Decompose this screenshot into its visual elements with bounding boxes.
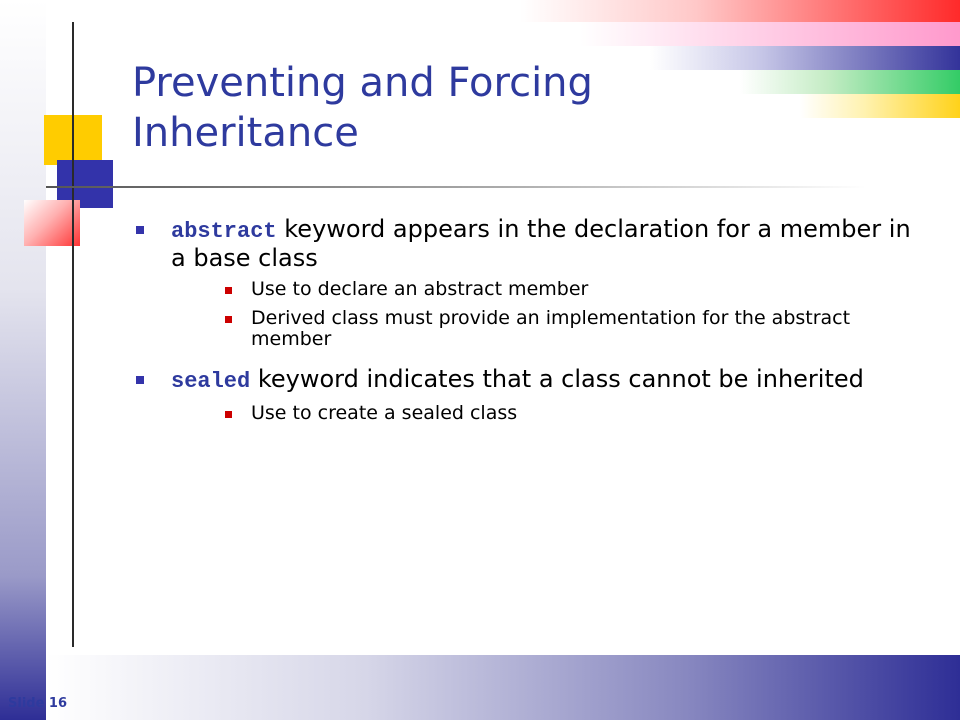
bullet-abstract xyxy=(132,216,922,350)
slide-number: Slide 16 xyxy=(8,696,68,711)
square-bullet-icon xyxy=(225,316,232,323)
square-bullet-icon xyxy=(136,376,144,384)
bottom-decor-band xyxy=(46,655,960,720)
bullet-body: keyword appears in the declaration for a member in a base class xyxy=(171,215,911,272)
decor-bar-red xyxy=(520,0,960,22)
left-decor-strip xyxy=(0,0,46,720)
slide-content xyxy=(132,216,922,440)
bullet-text xyxy=(171,366,922,395)
slide-title: Preventing and Forcing Inheritance xyxy=(132,60,593,156)
bullet-sealed xyxy=(132,366,922,424)
square-bullet-icon xyxy=(225,411,232,418)
decor-vertical-line xyxy=(72,22,74,647)
sub-bullet-text: Derived class must provide an implementation for the abstract member xyxy=(251,307,851,350)
sub-bullet-text: Use to create a sealed class xyxy=(251,402,518,424)
bullet-body: keyword indicates that a class cannot be inherited xyxy=(250,365,864,393)
sub-bullet-text: Use to declare an abstract member xyxy=(251,278,589,300)
bullet-text xyxy=(171,216,922,271)
sub-bullet xyxy=(171,308,922,350)
keyword-code: sealed xyxy=(171,369,251,394)
square-bullet-icon xyxy=(136,226,144,234)
title-underline xyxy=(46,186,866,188)
square-bullet-icon xyxy=(225,287,232,294)
sub-bullet xyxy=(171,403,922,424)
sub-bullet xyxy=(171,279,922,300)
decor-bar-pink xyxy=(580,22,960,46)
keyword-code: abstract xyxy=(171,219,277,244)
